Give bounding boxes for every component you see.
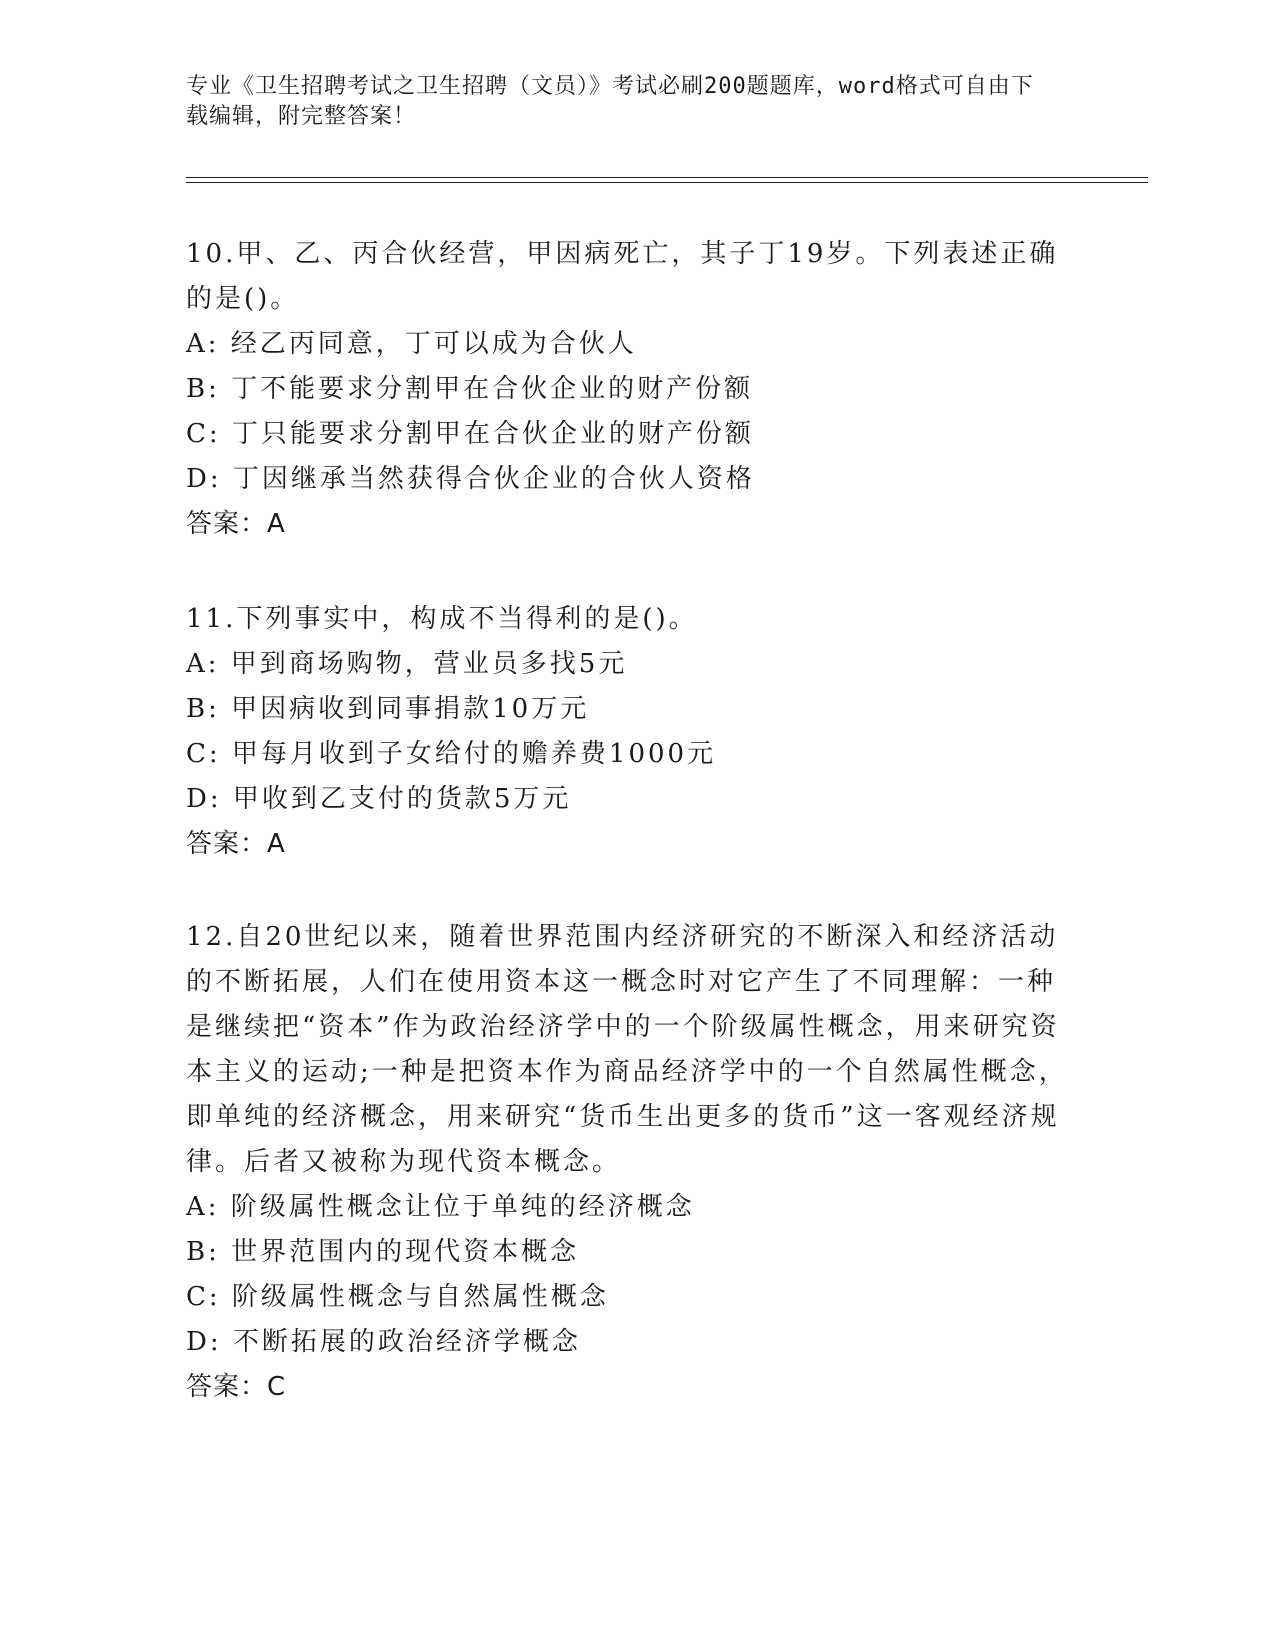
question-11 [186,597,1076,867]
header-divider-top [186,177,1148,178]
option-c: C: 丁只能要求分割甲在合伙企业的财产份额 [186,419,754,449]
option-a: A: 甲到商场购物，营业员多找5元 [186,649,628,679]
question-12 [186,915,1076,1410]
answer-line: 答案：A [186,829,286,859]
question-stem: 12.自20世纪以来，随着世界范围内经济研究的不断深入和经济活动的不断拓展，人们在使用资本这一概念时对它产生了不同理解：一种是继续把“资本”作为政治经济学中的一个阶级属性概念，用来研究资本主义的运动;一种是把资本作为商品经济学中的一个自然属性概念，即单纯的经济概念，用来研究“货币生出更多的货币”这一客观经济规律。后者又被称为现代资本概念。 [186,922,1068,1177]
question-stem: 11.下列事实中，构成不当得利的是()。 [186,604,698,634]
option-a: A: 经乙丙同意，丁可以成为合伙人 [186,329,637,359]
option-b: B: 丁不能要求分割甲在合伙企业的财产份额 [186,374,754,404]
document-header: 专业《卫生招聘考试之卫生招聘（文员）》考试必刷200题题库，word格式可自由下载编辑，附完整答案！ [186,74,1034,129]
answer-line: 答案：C [186,1372,287,1402]
question-10 [186,232,1076,547]
answer-line: 答案：A [186,509,286,539]
option-b: B: 甲因病收到同事捐款10万元 [186,694,590,724]
option-b: B: 世界范围内的现代资本概念 [186,1237,580,1267]
option-d: D: 丁因继承当然获得合伙企业的合伙人资格 [186,464,755,494]
option-a: A: 阶级属性概念让位于单纯的经济概念 [186,1192,695,1222]
option-c: C: 甲每月收到子女给付的赡养费1000元 [186,739,717,769]
option-d: D: 不断拓展的政治经济学概念 [186,1327,581,1357]
header-divider-bottom [186,182,1148,183]
option-d: D: 甲收到乙支付的货款5万元 [186,784,572,814]
question-stem: 10.甲、乙、丙合伙经营，甲因病死亡，其子丁19岁。下列表述正确的是()。 [186,239,1059,314]
option-c: C: 阶级属性概念与自然属性概念 [186,1282,609,1312]
